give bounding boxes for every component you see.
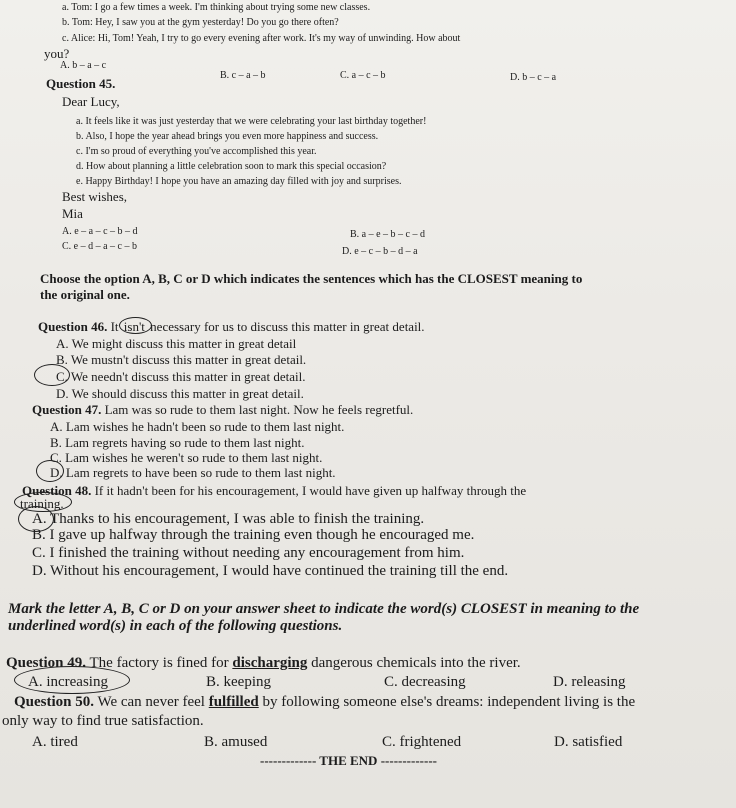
question-49-post: dangerous chemicals into the river. — [311, 655, 521, 671]
letter-line-e: e. Happy Birthday! I hope you have an amazing day filled with joy and surprises. — [76, 176, 402, 187]
letter-line-b: b. Also, I hope the year ahead brings you even more happiness and success. — [76, 131, 379, 142]
q45-option-c[interactable]: C. e – d – a – c – b — [62, 241, 137, 252]
q50-option-c[interactable]: C. frightened — [382, 734, 462, 750]
question-46-post: necessary for us to discuss this matter in great detail. — [150, 319, 425, 334]
question-50-label: Question 50. — [14, 694, 95, 710]
question-46 — [38, 319, 425, 335]
footer-dashes-right: ------------- — [380, 753, 437, 768]
question-45-label: Question 45. — [46, 76, 116, 91]
q47-option-b[interactable]: B. Lam regrets having so rude to them last night. — [50, 435, 305, 450]
answer-circle-mark — [14, 666, 130, 694]
dialogue-line-b: b. Tom: Hey, I saw you at the gym yesterday! Do you go there often? — [62, 17, 339, 28]
question-48-text: If it hadn't been for his encouragement, I would have given up halfway through the — [94, 483, 527, 498]
section-closest-line1: Choose the option A, B, C or D which indicates the sentences which has the CLOSEST meaning to — [40, 271, 583, 286]
dialogue-line-c: c. Alice: Hi, Tom! Yeah, I try to go every evening after work. It's my way of unwinding. How about — [62, 33, 461, 44]
option-c[interactable]: C. a – c – b — [340, 70, 386, 81]
q48-option-c[interactable]: C. I finished the training without needing any encouragement from him. — [32, 545, 465, 561]
question-49-label: Question 49. — [6, 655, 87, 671]
question-46-label: Question 46. — [38, 319, 108, 334]
question-46-pre: It — [110, 319, 119, 334]
question-47-text: Lam was so rude to them last night. Now he feels regretful. — [104, 402, 414, 417]
question-48-label: Question 48. — [22, 483, 92, 498]
footer-end-text: THE END — [319, 753, 378, 768]
question-50-underlined: fulfilled — [208, 694, 259, 710]
question-50-post: by following someone else's dreams: independent living is the — [262, 694, 636, 710]
letter-greeting: Dear Lucy, — [62, 94, 120, 109]
footer-dashes-left: ------------- — [260, 753, 317, 768]
question-48-text-cont: training. — [20, 496, 64, 511]
q45-option-a[interactable]: A. e – a – c – b – d — [62, 226, 138, 237]
section-synonym-line2: underlined word(s) in each of the following questions. — [8, 618, 343, 634]
question-50-pre: We can never feel — [97, 694, 205, 710]
question-50 — [14, 694, 635, 711]
question-49-underlined: discharging — [232, 655, 308, 671]
footer-end — [260, 753, 437, 769]
q49-option-b[interactable]: B. keeping — [206, 674, 271, 690]
q46-option-d[interactable]: D. We should discuss this matter in great detail. — [56, 386, 304, 401]
question-47-label: Question 47. — [32, 402, 102, 417]
option-b[interactable]: B. c – a – b — [220, 70, 266, 81]
q45-option-b[interactable]: B. a – e – b – c – d — [350, 229, 425, 240]
question-49-pre: The factory is fined for — [89, 655, 229, 671]
letter-closing: Best wishes, — [62, 189, 127, 204]
question-48 — [22, 483, 526, 499]
option-d[interactable]: D. b – c – a — [510, 72, 557, 83]
question-46-circled-word — [122, 319, 147, 335]
option-a[interactable]: A. b – a – c — [60, 60, 107, 71]
q49-option-a[interactable]: A. increasing — [28, 674, 108, 690]
section-closest-line2: the original one. — [40, 287, 130, 302]
q47-option-d[interactable]: D. Lam regrets to have been so rude to them last night. — [50, 465, 336, 480]
q48-option-d[interactable]: D. Without his encouragement, I would have continued the training till the end. — [32, 563, 509, 579]
letter-signature: Mia — [62, 206, 83, 221]
q50-option-b[interactable]: B. amused — [204, 734, 268, 750]
q46-option-b[interactable]: B. We mustn't discuss this matter in great detail. — [56, 352, 307, 367]
q47-option-a[interactable]: A. Lam wishes he hadn't been so rude to them last night. — [50, 419, 345, 434]
dialogue-line-a: a. Tom: I go a few times a week. I'm thinking about trying some new classes. — [62, 2, 371, 13]
q46-option-c[interactable]: C. We needn't discuss this matter in great detail. — [56, 369, 306, 384]
q49-option-c[interactable]: C. decreasing — [384, 674, 466, 690]
dialogue-line-c-cont: you? — [44, 46, 70, 61]
circled-word-text: isn't — [123, 319, 145, 334]
answer-circle-mark — [36, 460, 64, 482]
q45-option-d[interactable]: D. e – c – b – d – a — [342, 246, 418, 257]
letter-line-d: d. How about planning a little celebration soon to mark this special occasion? — [76, 161, 387, 172]
q48-option-b[interactable]: B. I gave up halfway through the training even though he encouraged me. — [32, 527, 475, 543]
q47-option-c[interactable]: C. Lam wishes he weren't so rude to them last night. — [50, 450, 323, 465]
question-47 — [32, 402, 413, 418]
question-50-text-cont: only way to find true satisfaction. — [2, 713, 204, 729]
q50-option-d[interactable]: D. satisfied — [554, 734, 623, 750]
q48-option-a[interactable]: A. Thanks to his encouragement, I was able to finish the training. — [32, 511, 425, 527]
letter-line-c: c. I'm so proud of everything you've accomplished this year. — [76, 146, 317, 157]
pen-circle-mark — [119, 317, 152, 334]
q46-option-a[interactable]: A. We might discuss this matter in great detail — [56, 336, 297, 351]
letter-line-a: a. It feels like it was just yesterday that we were celebrating your last birthday together! — [76, 116, 427, 127]
q49-option-d[interactable]: D. releasing — [553, 674, 626, 690]
section-synonym-line1: Mark the letter A, B, C or D on your answer sheet to indicate the word(s) CLOSEST in meaning to the — [8, 601, 640, 617]
answer-circle-mark — [34, 364, 70, 386]
q50-option-a[interactable]: A. tired — [32, 734, 78, 750]
